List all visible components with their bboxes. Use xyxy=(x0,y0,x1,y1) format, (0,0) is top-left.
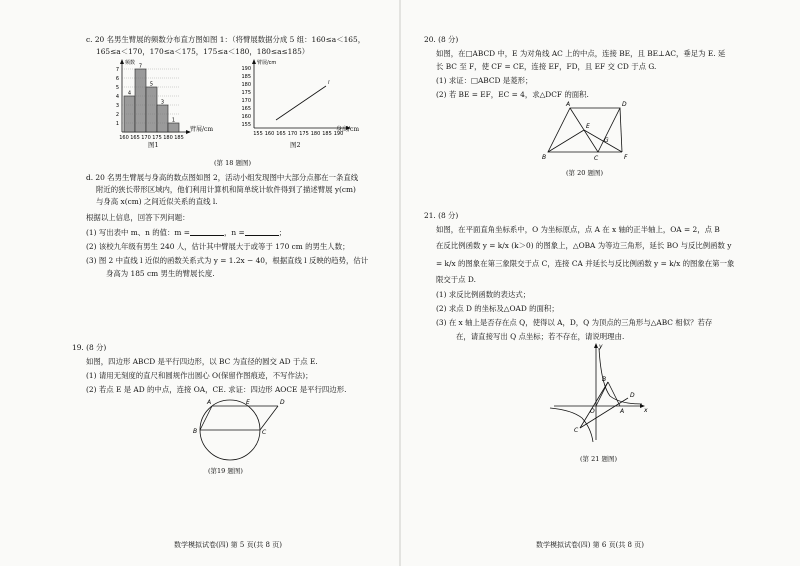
fig18-caption: (第 18 题图) xyxy=(214,159,251,167)
line-figure-ylabel: 臂展/cm xyxy=(257,60,277,66)
problem-21-line1: 如图，在平面直角坐标系中，O 为坐标原点，点 A 在 x 轴的正半轴上，OA = 2，点 B xyxy=(436,225,720,234)
questions-intro: 根据以上信息，回答下列问题： xyxy=(86,213,190,222)
question-3-line2: 身高为 185 cm 男生的臂展长度. xyxy=(106,269,215,278)
problem-21-title: 21. (8 分) xyxy=(424,211,459,220)
problem-19-q1: (1) 请用无刻度的直尺和圆规作出圆心 O(保留作图痕迹，不写作法)； xyxy=(86,371,313,380)
histogram-caption: 图1 xyxy=(148,141,159,149)
line-figure-ytick: 170 xyxy=(241,97,251,104)
histogram-ytick: 7 xyxy=(115,66,119,73)
histogram-bar-label: 3 xyxy=(160,99,165,106)
fig19-point-C: C xyxy=(262,429,267,436)
d-text-line3: 与身高 x(cm) 之间近似关系的直线 l. xyxy=(96,197,218,206)
problem-19-title: 19. (8 分) xyxy=(72,343,107,352)
fig20-point-B: B xyxy=(542,154,547,161)
c-text-line1: c. 20 名男生臂展的频数分布直方图如图 1：（将臂展数据分成 5 组：160≤a＜165， xyxy=(86,35,366,44)
fig20-point-D: D xyxy=(622,101,627,108)
histogram-xtick: 160 xyxy=(119,135,129,141)
histogram-xlabel: 臂展/cm xyxy=(190,126,214,133)
line-figure-xtick: 185 xyxy=(322,131,332,137)
histogram-bar xyxy=(135,69,146,132)
histogram-xtick: 175 xyxy=(152,135,162,141)
question-2: (2) 该校九年级有男生 240 人，估计其中臂展大于或等于 170 cm 的男生人数； xyxy=(86,242,350,251)
d-text-line2: 附近的狭长带形区域内，他们利用计算机和简单统计软件得到了描述臂展 y(cm) xyxy=(96,185,356,194)
fig21-point-A: A xyxy=(620,408,625,415)
question-1-prefix: (1) 写出表中 m、n 的值：m = xyxy=(86,228,190,237)
problem-19-statement: 如图，四边形 ABCD 是平行四边形，以 BC 为直径的圆交 AD 于点 E. xyxy=(86,357,318,366)
fig19-point-E: E xyxy=(246,399,250,406)
right-footer: 数学模拟试卷(四) 第 6 页(共 8 页) xyxy=(536,541,644,549)
histogram-ytick: 3 xyxy=(115,102,119,109)
d-text-line1: d. 20 名男生臂展与身高的数点图如图 2，活动小组发现图中大部分点都在一条直线 xyxy=(86,173,359,182)
histogram-bar-label: 7 xyxy=(138,63,143,70)
figure-21-caption: (第 21 题图) xyxy=(580,455,617,463)
histogram-bar xyxy=(124,96,135,132)
fig19-point-A: A xyxy=(207,399,212,406)
histogram-ytick: 2 xyxy=(115,111,119,118)
question-1-end: ； xyxy=(278,228,287,237)
line-figure-xtick: 175 xyxy=(299,131,309,137)
line-figure-xtick: 155 xyxy=(253,131,263,137)
question-1-mid: ，n = xyxy=(223,228,245,237)
fig20-point-A: A xyxy=(566,101,571,108)
histogram-bar xyxy=(146,87,157,132)
figure-20 xyxy=(542,101,652,164)
problem-21-line3: = k/x 的图象在第三象限交于点 C，连接 CA 并延长与反比例函数 y = k/x 的图象在第一象 xyxy=(436,259,735,268)
problem-20-q2: (2) 若 BE = EF，EC = 4，求△DCF 的面积. xyxy=(436,90,589,99)
fig20-point-F: F xyxy=(624,154,628,161)
line-figure-ytick: 165 xyxy=(241,105,251,112)
problem-21-line2: 在反比例函数 y = k/x (k＞0) 的图象上，△OBA 为等边三角形，延长 BO 与反比例函数 y xyxy=(436,241,732,250)
histogram-ytick: 4 xyxy=(115,93,119,100)
fig20-point-E: E xyxy=(586,123,590,130)
histogram-ytick: 1 xyxy=(115,120,119,127)
fig20-point-G: G xyxy=(604,137,609,144)
regression-line-l xyxy=(276,86,326,120)
figure-20-caption: (第 20 题图) xyxy=(566,169,603,177)
fig21-axis-y: y xyxy=(599,343,603,350)
line-figure-ytick: 175 xyxy=(241,89,251,96)
histogram-xtick: 165 xyxy=(130,135,140,141)
fig21-point-D: D xyxy=(630,392,635,399)
question-1 xyxy=(86,227,286,238)
histogram-xtick: 170 xyxy=(141,135,151,141)
problem-20-q1: (1) 求证：□ABCD 是菱形； xyxy=(436,76,533,85)
line-figure-ytick: 160 xyxy=(241,113,251,120)
question-3-line1: (3) 图 2 中直线 l 近似的函数关系式为 y = 1.2x − 40，根据直线 l 反映的趋势，估计 xyxy=(86,256,369,265)
fig19-point-B: B xyxy=(193,428,198,435)
histogram-ytick: 5 xyxy=(115,84,119,91)
figure-19 xyxy=(193,396,316,476)
problem-20-line1: 如图，在□ABCD 中，E 为对角线 AC 上的中点，连接 BE，且 BE⊥AC，垂足为 E. 延 xyxy=(436,49,726,58)
problem-19-q2: (2) 若点 E 是 AD 的中点，连接 OA，CE. 求证：四边形 AOCE 是平行四边形. xyxy=(86,385,347,394)
line-figure-xtick: 160 xyxy=(264,131,275,137)
line-figure-ytick: 180 xyxy=(241,81,251,88)
histogram-bar-label: 4 xyxy=(127,90,132,97)
histogram-bar-label: 5 xyxy=(149,81,154,88)
histogram-bar xyxy=(168,123,179,132)
problem-20-title: 20. (8 分) xyxy=(424,35,459,44)
fig21-point-O: O xyxy=(590,408,595,415)
histogram-xtick: 180 xyxy=(163,135,173,141)
problem-21-line4: 限交于点 D. xyxy=(436,275,476,284)
histogram-bar-label: 1 xyxy=(171,117,176,124)
fig21-axis-x: x xyxy=(644,407,648,414)
histogram-ylabel: 频数 xyxy=(125,60,136,66)
m-answer-blank[interactable] xyxy=(190,227,224,236)
histogram-figure xyxy=(108,58,198,148)
line-figure-caption: 图2 xyxy=(290,141,301,149)
fig21-point-B: B xyxy=(602,376,607,383)
histogram-bar xyxy=(157,105,168,132)
figure-19-caption: (第19 题图) xyxy=(208,467,243,475)
n-answer-blank[interactable] xyxy=(245,227,279,236)
problem-21-q2: (2) 求点 D 的坐标及△OAD 的面积； xyxy=(436,304,559,313)
figure-21 xyxy=(550,344,660,444)
line-l-label: l xyxy=(328,80,330,86)
line-figure-ytick: 155 xyxy=(241,121,251,128)
line-figure-xtick: 190 xyxy=(333,131,344,137)
left-footer: 数学模拟试卷(四) 第 5 页(共 8 页) xyxy=(174,541,282,549)
fig21-point-C: C xyxy=(574,427,579,434)
line-figure-xtick: 165 xyxy=(276,131,286,137)
page-fold xyxy=(399,0,401,566)
problem-21-q3-line1: (3) 在 x 轴上是否存在点 Q，使得以 A，D，Q 为顶点的三角形与△ABC 相似？若存 xyxy=(436,318,713,327)
line-figure-xtick: 170 xyxy=(287,131,298,137)
line-figure-xtick: 180 xyxy=(310,131,321,137)
fig19-point-D: D xyxy=(280,399,285,406)
fig20-point-C: C xyxy=(594,155,599,162)
problem-20-line2: 长 BC 至 F，使 CF = CE，连接 EF，FD，且 EF 交 CD 于点 G. xyxy=(436,62,657,71)
line-figure-xlabel: 身高/cm xyxy=(336,126,360,133)
c-text-line2: 165≤a＜170，170≤a＜175，175≤a＜180，180≤a≤185） xyxy=(96,47,310,56)
histogram-ytick: 6 xyxy=(115,75,119,82)
problem-21-q1: (1) 求反比例函数的表达式； xyxy=(436,290,531,299)
line-figure-ytick: 190 xyxy=(241,65,251,72)
problem-21-q3-line2: 在，请直接写出 Q 点坐标；若不存在，请说明理由. xyxy=(456,332,625,341)
histogram-xtick: 185 xyxy=(174,135,184,141)
line-figure-ytick: 185 xyxy=(241,73,251,80)
